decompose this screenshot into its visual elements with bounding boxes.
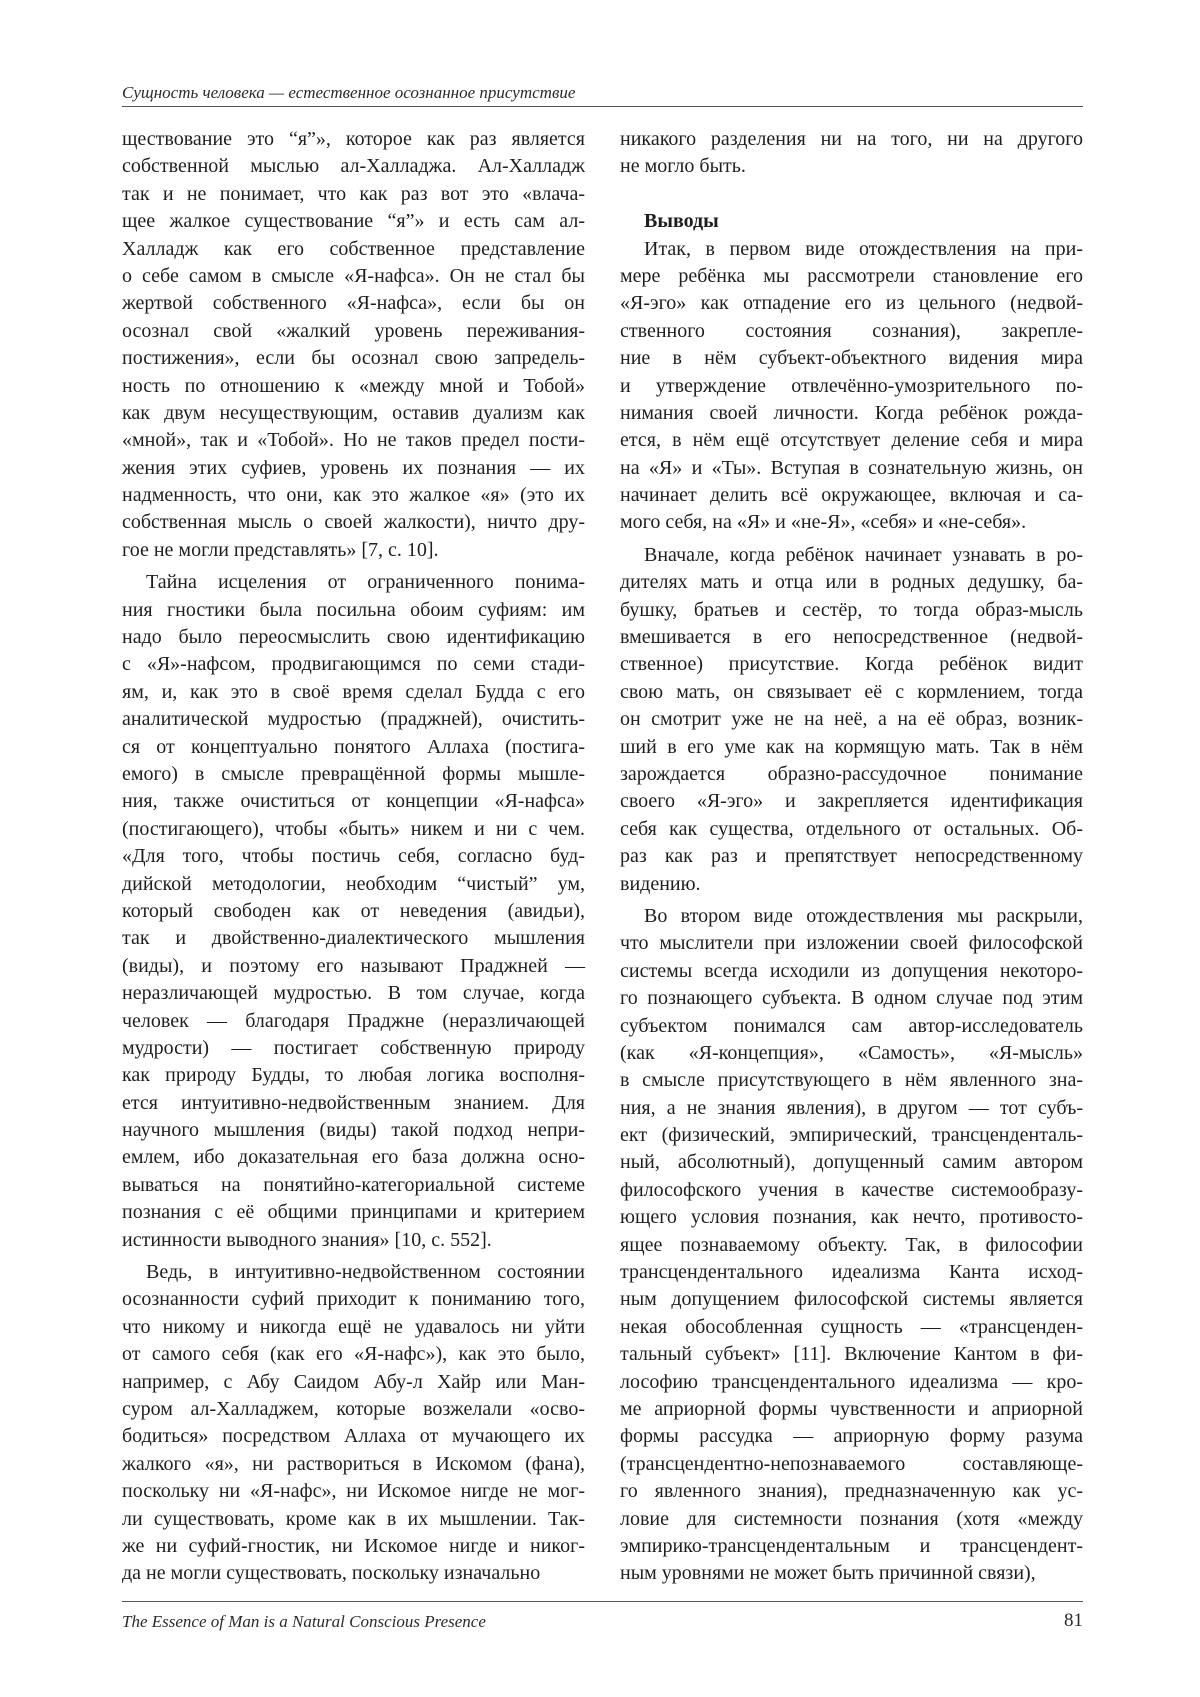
text-line: как двум несуществующим, оставив дуализм как	[122, 401, 585, 424]
text-line: ственное) присутствие. Когда ребёнок видит	[620, 653, 1083, 676]
text-line: что никому и никогда ещё не удавалось ни уйти	[122, 1315, 585, 1338]
text-line: видению.	[620, 872, 701, 895]
text-line: «Для того, чтобы постичь себя, согласно буд-	[122, 845, 585, 868]
text-line: бодиться» посредством Аллаха от мучающего их	[122, 1425, 585, 1448]
text-line: ственного состояния сознания), закрепле-	[620, 319, 1083, 342]
text-line: на «Я» и «Ты». Вступая в сознательную жизнь, он	[620, 456, 1083, 479]
text-line: ный, абсолютный), допущенный самим автором	[620, 1151, 1083, 1174]
section-body	[620, 236, 1083, 1588]
text-line: осознанности суфий приходит к пониманию того,	[122, 1288, 585, 1311]
text-line: научного мышления (виды) такой подход непри-	[122, 1119, 585, 1142]
text-line: так и не понимает, что как раз вот это «влача-	[122, 182, 585, 205]
text-line: себя как существа, отдельного от остальных. Об-	[620, 817, 1083, 840]
text-line: ект (физический, эмпирический, трансценденталь-	[620, 1124, 1083, 1147]
text-line: дийской методологии, необходим “чистый” ум,	[122, 872, 585, 895]
text-line: раз как раз и препятствует непосредственному	[620, 845, 1083, 868]
text-line: своего «Я-эго» и закрепляется идентификация	[620, 790, 1083, 813]
text-line: ящее познаваемому объекту. Так, в философии	[620, 1233, 1083, 1256]
text-line: (виды), и поэтому его называют Праджней —	[122, 954, 585, 977]
running-header: Сущность человека — естественное осознанное присутствие	[122, 83, 576, 102]
text-line: постижения», если бы осознал свою запредель-	[122, 347, 585, 370]
text-line: (трансцендентно-непознаваемого составляюще-	[620, 1452, 1083, 1475]
text-line: жертвой собственного «Я-нафса», если бы он	[122, 292, 585, 315]
text-line: например, с Абу Саидом Абу-л Хайр или Ман-	[122, 1370, 585, 1393]
text-line: собственной мыслью ал-Халладжа. Ал-Халладж	[122, 155, 585, 178]
text-line: вываться на понятийно-категориальной системе	[122, 1173, 585, 1196]
text-line: ся от концептуально понятого Аллаха (постига-	[122, 735, 585, 758]
text-line: Вначале, когда ребёнок начинает узнавать в ро-	[644, 543, 1083, 566]
text-line: человек — благодаря Праджне (неразличающей	[122, 1009, 585, 1032]
text-line: ший в его уме как на кормящую мать. Так в нём	[620, 735, 1083, 758]
text-line: как природу Будды, то любая логика восполня-	[122, 1064, 585, 1087]
paragraph	[620, 903, 1083, 1588]
text-line: некая обособленная сущность — «трансценден-	[620, 1315, 1083, 1338]
text-line: «Я-эго» как отпадение его из цельного (недвой-	[620, 292, 1083, 315]
text-line: никакого разделения ни на того, ни на другого	[620, 128, 1083, 150]
text-line: ществование это “я”», которое как раз является	[122, 128, 585, 150]
text-line: го познающего субъекта. В одном случае под этим	[620, 987, 1083, 1010]
text-line: ющего условия познания, как нечто, противосто-	[620, 1206, 1083, 1229]
footer-journal-title: The Essence of Man is a Natural Conscious Presence	[122, 1612, 486, 1631]
text-line: трансцендентального идеализма Канта исход-	[620, 1261, 1083, 1284]
text-line: ность по отношению к «между мной и Тобой»	[122, 374, 585, 397]
text-line: он смотрит уже не на неё, а на её образ, возник-	[620, 708, 1083, 731]
text-line: Халладж как его собственное представление	[122, 237, 585, 260]
text-line: гое не могли представлять» [7, с. 10].	[122, 538, 439, 561]
page-number: 81	[1064, 1610, 1083, 1631]
text-line: го явленного знания), предназначенную как ус-	[620, 1480, 1083, 1503]
text-line: надо было переосмыслить свою идентификацию	[122, 626, 585, 649]
text-line: вмешивается в его непосредственное (недвой-	[620, 626, 1083, 649]
text-line: который свободен как от неведения (авидьи),	[122, 899, 585, 922]
text-line: о себе самом в смысле «Я-нафса». Он не стал бы	[122, 264, 585, 287]
text-line: ется, в нём ещё отсутствует деление себя и мира	[620, 429, 1083, 452]
text-line: Ведь, в интуитивно-недвойственном состоянии	[146, 1261, 585, 1284]
text-line: осознал свой «жалкий уровень переживания-	[122, 319, 585, 342]
text-line: Итак, в первом виде отождествления на при-	[644, 237, 1083, 260]
text-line: щее жалкое существование “я”» и есть сам ал-	[122, 210, 585, 233]
text-line: не могло быть.	[620, 155, 746, 178]
text-line: емого) в смысле превращённой формы мышле-	[122, 762, 585, 785]
text-line: надменность, что они, как это жалкое «я» (это их	[122, 484, 585, 507]
text-line: ям, и, как это в своё время сделал Будда с его	[122, 680, 585, 703]
text-line: так и двойственно-диалектического мышления	[122, 927, 585, 950]
text-line: же ни суфий-гностик, ни Искомое нигде и никог-	[122, 1534, 585, 1557]
paragraph	[620, 236, 1083, 537]
text-line: лософию трансцендентального идеализма — кро-	[620, 1370, 1083, 1393]
text-line: истинности выводного знания» [10, с. 552].	[122, 1228, 492, 1251]
text-line: жения этих суфиев, уровень их познания — их	[122, 456, 585, 479]
text-line: ным уровнями не может быть причинной связи),	[620, 1562, 1036, 1585]
text-line: аналитической мудростью (праджней), очистить-	[122, 708, 585, 731]
text-line: да не могли существовать, поскольку изначально	[122, 1562, 541, 1585]
text-line: в смысле присутствующего в нём явленного зна-	[620, 1069, 1083, 1092]
right-column	[620, 126, 1083, 1588]
text-line: ние в нём субъект-объектного видения мира	[620, 347, 1083, 370]
footer-rule	[122, 1601, 1083, 1602]
text-line: (постигающего), чтобы «быть» никем и ни с чем.	[122, 817, 585, 840]
text-line: системы всегда исходили из допущения некоторо-	[620, 959, 1083, 982]
paragraph	[620, 126, 1083, 181]
section-heading: Выводы	[644, 210, 719, 233]
paragraph	[620, 542, 1083, 898]
text-line: познания с её общими принципами и критерием	[122, 1201, 585, 1224]
header-rule	[122, 106, 1083, 107]
paragraph	[122, 569, 585, 1254]
text-line: ловие для системности познания (хотя «между	[620, 1507, 1083, 1530]
text-line: емлем, ибо доказательная его база должна осно-	[122, 1146, 585, 1169]
paragraph	[122, 1259, 585, 1588]
text-line: ния, а не знания явления), в другом — тот субъ-	[620, 1096, 1083, 1119]
text-line: бушку, братьев и сестёр, то тогда образ-мысль	[620, 598, 1083, 621]
paragraph	[122, 126, 585, 564]
text-line: Тайна исцеления от ограниченного понима-	[146, 571, 585, 594]
text-line: суром ал-Халладжем, которые возжелали «осво-	[122, 1397, 585, 1420]
text-line: Во втором виде отождествления мы раскрыли,	[644, 904, 1083, 927]
text-line: что мыслители при изложении своей философской	[620, 932, 1083, 955]
text-line: ли существовать, кроме как в их мышлении. Так-	[122, 1507, 585, 1530]
text-line: мере ребёнка мы рассмотрели становление его	[620, 264, 1083, 287]
text-line: (как «Я-концепция», «Самость», «Я-мысль»	[620, 1041, 1083, 1064]
text-line: с «Я»-нафсом, продвигающимся по семи стади-	[122, 653, 585, 676]
blank-line	[620, 181, 1083, 208]
text-line: ется интуитивно-недвойственным знанием. Для	[122, 1091, 585, 1114]
text-line: ния, также очиститься от концепции «Я-нафса»	[122, 790, 585, 813]
text-line: от самого себя (как его «Я-нафс»), как это было,	[122, 1343, 585, 1366]
text-line: ния гностики была посильна обоим суфиям: им	[122, 598, 585, 621]
text-line: философского учения в качестве системообразу-	[620, 1178, 1083, 1201]
text-line: ме априорной формы чувственности и априорной	[620, 1397, 1083, 1420]
text-line: поскольку ни «Я-нафс», ни Искомое нигде не мог-	[122, 1480, 585, 1503]
left-column	[122, 126, 585, 1588]
text-line: эмпирико-трансцендентальным и трансцендент-	[620, 1534, 1083, 1557]
text-line: собственная мысль о своей жалкости), ничто дру-	[122, 511, 585, 534]
text-line: неразличающей мудростью. В том случае, когда	[122, 982, 585, 1005]
text-line: зарождается образно-рассудочное понимание	[620, 762, 1083, 785]
text-line: формы рассудка — априорную форму разума	[620, 1425, 1083, 1448]
text-line: мого себя, на «Я» и «не-Я», «себя» и «не-себя».	[620, 511, 1027, 534]
text-line: нимания своей личности. Когда ребёнок рожда-	[620, 401, 1083, 424]
text-line: мудрости) — постигает собственную природу	[122, 1036, 585, 1059]
text-line: дителях мать и отца или в родных дедушку, ба-	[620, 571, 1083, 594]
text-line: «мной», так и «Тобой». Но не таков предел пости-	[122, 429, 585, 452]
text-line: субъектом понимался сам автор-исследователь	[620, 1014, 1083, 1037]
text-line: начинает делить всё окружающее, включая и са-	[620, 484, 1083, 507]
text-line: свою мать, он связывает её с кормлением, тогда	[620, 680, 1083, 703]
text-line: жалкого «я», ни раствориться в Искомом (фана),	[122, 1452, 585, 1475]
text-line: тальный субъект» [11]. Включение Кантом в фи-	[620, 1343, 1083, 1366]
text-line: ным допущением философской системы является	[620, 1288, 1083, 1311]
text-line: и утверждение отвлечённо-умозрительного по-	[620, 374, 1083, 397]
